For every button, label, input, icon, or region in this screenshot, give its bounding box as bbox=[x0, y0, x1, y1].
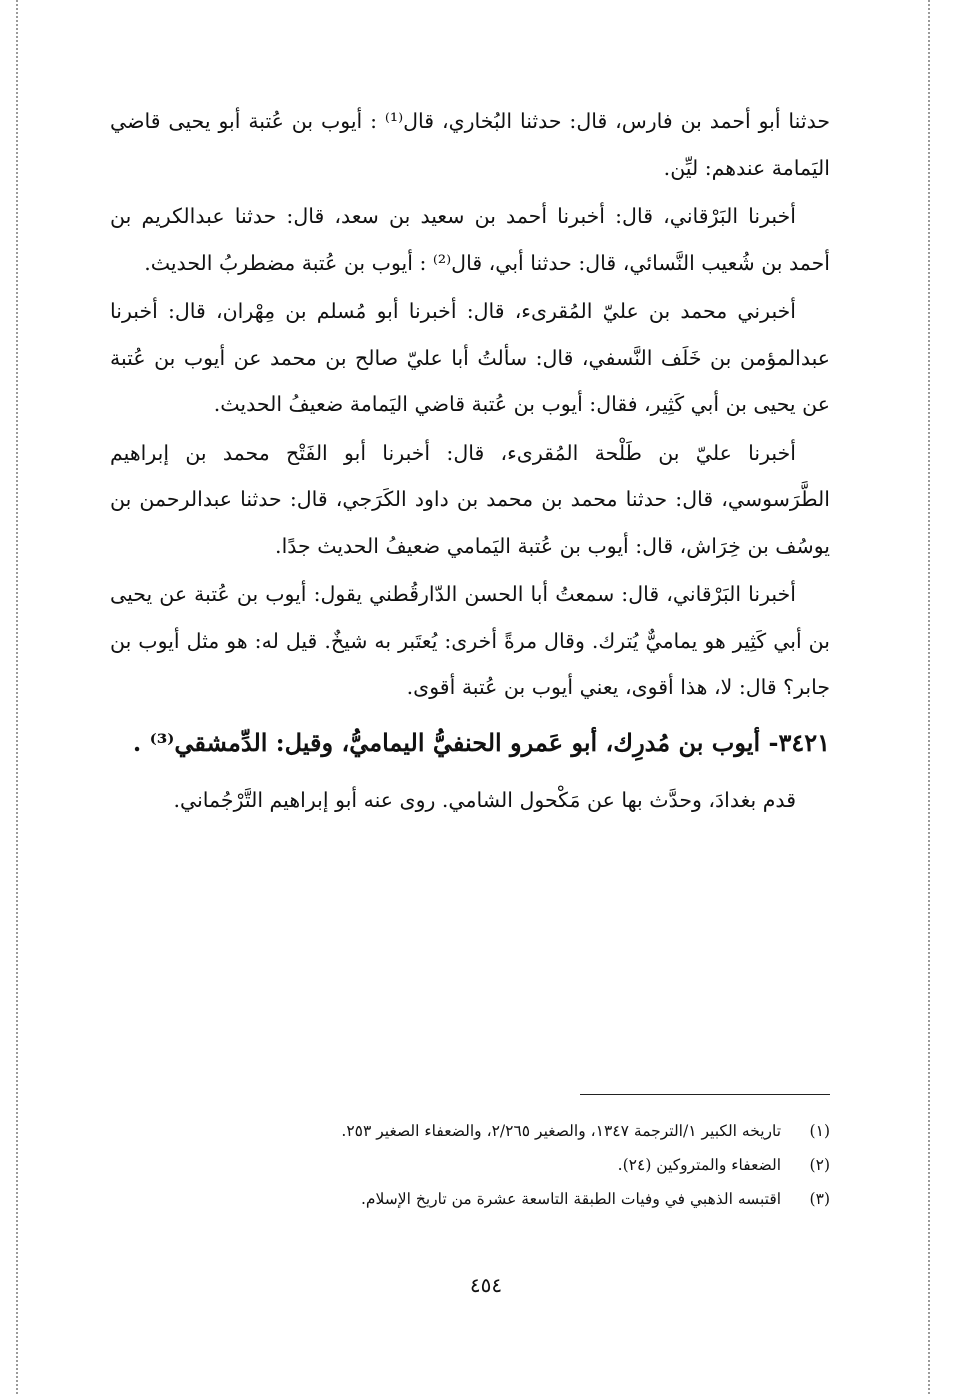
paragraph-daraqutni: أخبرنا البَرْقاني، قال: سمعتُ أبا الحسن الدّارقُطني يقول: أيوب بن عُتبة عن يحيى بن أبي كَثِير هو يماميٌّ يُترك. وقال مرةً أخرى: يُعتَبر به شيخٌ. قيل له: هو مثل أيوب بن جابر؟ قال: لا، هذا أقوى، يعني أيوب بن عُتبة أقوى. bbox=[110, 582, 830, 699]
entry-heading: ٣٤٢١- أيوب بن مُدرِك، أبو عَمرو الحنفيُّ اليماميُّ، وقيل: الدِّمشقي⁽³⁾ . bbox=[132, 727, 830, 757]
paragraph-nasai: أخبرنا البَرْقاني، قال: أخبرنا أحمد بن سعيد بن سعد، قال: حدثنا عبدالكريم بن أحمد بن شُعيب النَّسائي، قال: حدثنا أبي، قال⁽²⁾ : أيوب بن عُتبة مضطربُ الحديث. bbox=[110, 204, 830, 275]
footnote bbox=[150, 1182, 830, 1216]
scan-edge-dots-left bbox=[16, 0, 18, 1394]
footnote-number: (١) bbox=[809, 1122, 830, 1140]
footnote-text: اقتبسه الذهبي في وفيات الطبقة التاسعة عشرة من تاريخ الإسلام. bbox=[360, 1190, 782, 1208]
paragraph-salih: أخبرني محمد بن عليّ المُقرىء، قال: أخبرنا أبو مُسلم بن مِهْران، قال: أخبرنا عبدالمؤمن بن خَلَف النَّسفي، قال: سألتُ أبا عليّ صالح بن محمد عن أيوب بن عُتبة عن يحيى بن أبي كَثِير، فقال: أيوب بن عُتبة قاضي اليَمامة ضعيفُ الحديث. bbox=[110, 299, 830, 416]
footnote-text: الضعفاء والمتروكين (٢٤). bbox=[617, 1156, 782, 1174]
paragraph-ibn-khirash: أخبرنا عليّ بن طَلْحة المُقرىء، قال: أخبرنا أبو الفَتْح محمد بن إبراهيم الطَّرَسوسي، قال: حدثنا محمد بن محمد بن داود الكَرَجي، قال: حدثنا عبدالرحمن بن يوسُف بن خِرَاش، قال: أيوب بن عُتبة اليَمامي ضعيفُ الحديث جدًا. bbox=[110, 440, 830, 558]
footnote-number: (٢) bbox=[809, 1156, 830, 1174]
footnote bbox=[150, 1148, 830, 1182]
footnote-separator bbox=[580, 1094, 830, 1095]
page-number: ٤٥٤ bbox=[469, 1273, 503, 1297]
scan-edge-dots-right bbox=[928, 0, 930, 1394]
footnotes bbox=[150, 1114, 830, 1216]
footnote-text: تاريخه الكبير ١/الترجمة ١٣٤٧، والصغير ٢/٢٦٥، والضعفاء الصغير ٢٥٣. bbox=[341, 1122, 782, 1140]
footnote-number: (٣) bbox=[809, 1190, 830, 1208]
entry-paragraph: قدم بغدادَ، وحدَّث بها عن مَكْحول الشامي. روى عنه أبو إبراهيم التَّرْجُماني. bbox=[173, 787, 796, 812]
paragraph-bukhari: حدثنا أبو أحمد بن فارس، قال: حدثنا البُخاري، قال⁽¹⁾ : أيوب بن عُتبة أبو يحيى قاضي اليَمامة عندهم: ليِّن. bbox=[110, 109, 830, 180]
main-text bbox=[110, 98, 830, 825]
footnote bbox=[150, 1114, 830, 1148]
